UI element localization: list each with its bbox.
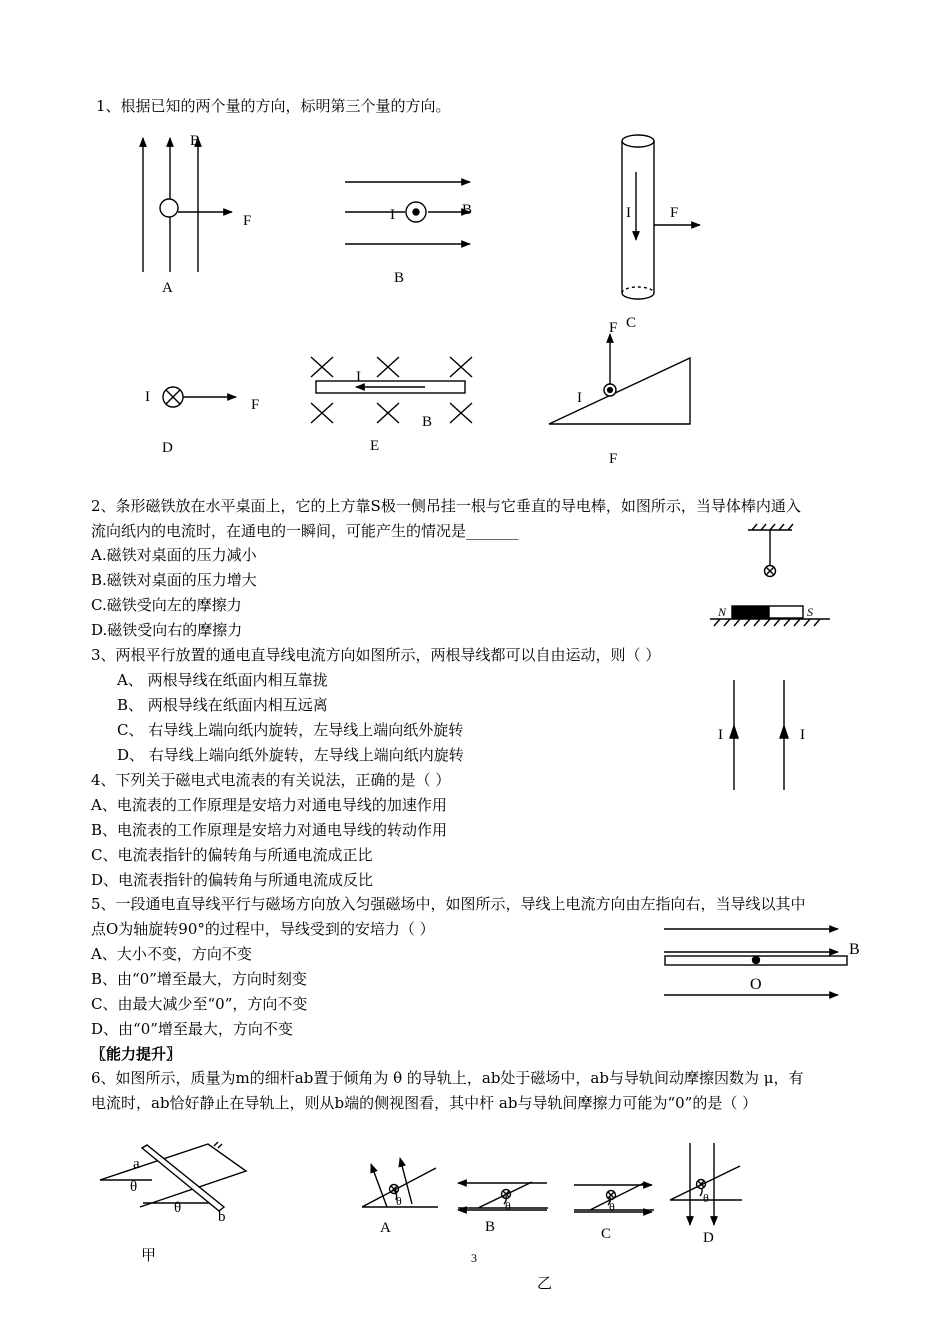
q6-optB-theta: θ — [505, 1199, 511, 1213]
q5-label-B: B — [849, 941, 860, 958]
fig1b-label-B: B — [462, 202, 473, 218]
q5-option-A: A、大小不变，方向不变 — [91, 945, 252, 963]
q2-magnet-S-half — [769, 606, 803, 618]
fig1f-current-out-symbol — [604, 384, 616, 396]
q3-option-B: B、 两根导线在纸面内相互远离 — [117, 696, 328, 714]
q6-line1: 6、如图所示，质量为m的细杆ab置于倾角为 θ 的导轨上，ab处于磁场中，ab与导轨间动摩擦因数为 μ，有 — [91, 1069, 804, 1087]
q6-optC-label: C — [601, 1226, 612, 1242]
q2-rod-current-in — [765, 566, 776, 577]
fig1b-current-out-symbol — [406, 202, 426, 222]
q3-option-C: C、 右导线上端向纸内旋转，左导线上端向纸外旋转 — [117, 721, 464, 739]
q6-fig-theta-1: θ — [130, 1179, 138, 1195]
q3-option-A: A、 两根导线在纸面内相互靠拢 — [117, 671, 328, 689]
fig1f-incline — [549, 358, 690, 424]
q3-label-right-I: I — [800, 727, 805, 743]
q6-optC-theta: θ — [609, 1200, 615, 1214]
q4-option-C: C、电流表指针的偏转角与所通电流成正比 — [91, 846, 373, 864]
q6-label-jia: 甲 — [141, 1246, 157, 1264]
q6-fig-jia-rails — [100, 1142, 246, 1207]
fig1d-label-F: F — [251, 397, 260, 413]
page-number: 3 — [471, 1251, 477, 1265]
q2-magnet-label-S: S — [807, 605, 813, 619]
q6-line2: 电流时，ab恰好静止在导轨上，则从b端的侧视图看，其中杆 ab与导轨间摩擦力可能为“0”的是（ ） — [91, 1094, 758, 1112]
fig1f-label-F: F — [609, 320, 618, 336]
q4-option-A: A、电流表的工作原理是安培力对通电导线的加速作用 — [91, 796, 447, 814]
q2-table-hatch — [710, 619, 830, 626]
q3-text: 3、两根平行放置的通电直导线电流方向如图所示，两根导线都可以自由运动，则（ ） — [91, 646, 661, 664]
q6-optD-label: D — [703, 1230, 714, 1246]
q2-option-B: B.磁铁对桌面的压力增大 — [91, 571, 257, 589]
fig1f-caption: F — [609, 451, 618, 467]
fig1d-current-in-symbol — [163, 387, 183, 407]
q6-fig-theta-2: θ — [174, 1200, 182, 1216]
q5-line1: 5、一段通电直导线平行与磁场方向放入匀强磁场中，如图所示，导线上电流方向由左指向右，当导线以其中 — [91, 895, 806, 913]
q3-option-D: D、 右导线上端向纸外旋转，左导线上端向纸内旋转 — [117, 746, 464, 764]
q6-fig-label-b: b — [218, 1209, 226, 1225]
fig1b-caption: B — [394, 270, 405, 286]
q3-right-arrowhead — [780, 726, 788, 738]
q2-ceiling-hatch — [748, 524, 793, 530]
fig1e-caption: E — [370, 438, 380, 454]
fig1a-label-B: B — [190, 133, 201, 149]
fig1d-label-I: I — [145, 389, 150, 405]
fig1a-caption: A — [162, 280, 173, 296]
q1-text: 1、根据已知的两个量的方向，标明第三个量的方向。 — [96, 97, 451, 115]
q5-option-B: B、由“0”增至最大，方向时刻变 — [91, 970, 307, 988]
q2-magnet-label-N: N — [718, 605, 727, 619]
q6-optB-label: B — [485, 1219, 496, 1235]
q2-magnet-N-half — [732, 606, 769, 618]
q2-line1: 2、条形磁铁放在水平桌面上，它的上方靠S极一侧吊挂一根与它垂直的导电棒，如图所示，当导体棒内通入 — [91, 497, 801, 515]
q5-pivot-O — [753, 957, 760, 964]
fig1b-label-I: I — [390, 207, 395, 223]
q6-fig-label-a: a — [133, 1156, 140, 1172]
q2-option-C: C.磁铁受向左的摩擦力 — [91, 596, 242, 614]
q5-label-O: O — [750, 976, 762, 993]
fig1c-label-F: F — [670, 205, 679, 221]
fig1a-label-F: F — [243, 213, 252, 229]
fig1d-caption: D — [162, 440, 173, 456]
q3-label-left-I: I — [718, 727, 723, 743]
fig1c-caption: C — [626, 315, 637, 331]
q6-optA-theta: θ — [396, 1194, 402, 1208]
q6-optB-figure — [458, 1182, 548, 1210]
q6-optA-label: A — [380, 1220, 391, 1236]
section-heading: 〖能力提升〗 — [91, 1045, 182, 1063]
q2-line2: 流向纸内的电流时，在通电的一瞬间，可能产生的情况是_______ — [91, 522, 519, 540]
q4-option-D: D、电流表指针的偏转角与所通电流成反比 — [91, 871, 374, 889]
q6-label-yi: 乙 — [537, 1274, 553, 1292]
q6-fig-jia-rod — [142, 1145, 224, 1211]
q2-option-A: A.磁铁对桌面的压力减小 — [91, 546, 257, 564]
fig1f-label-I: I — [577, 390, 582, 406]
q5-option-C: C、由最大减少至“0”，方向不变 — [91, 995, 308, 1013]
q3-left-arrowhead — [730, 726, 738, 738]
fig1a-conductor — [160, 199, 178, 217]
fig1e-label-I: I — [356, 369, 361, 385]
q5-line2: 点O为轴旋转90°的过程中，导线受到的安培力（ ） — [91, 920, 435, 938]
q4-option-B: B、电流表的工作原理是安培力对通电导线的转动作用 — [91, 821, 448, 839]
q6-optD-figure — [670, 1143, 742, 1225]
q5-option-D: D、由“0”增至最大，方向不变 — [91, 1020, 293, 1038]
q6-optD-theta: θ — [703, 1191, 709, 1205]
fig1c-label-I: I — [626, 205, 631, 221]
fig1e-label-B: B — [422, 414, 433, 430]
q2-option-D: D.磁铁受向右的摩擦力 — [91, 621, 243, 639]
q4-text: 4、下列关于磁电式电流表的有关说法，正确的是（ ） — [91, 771, 451, 789]
